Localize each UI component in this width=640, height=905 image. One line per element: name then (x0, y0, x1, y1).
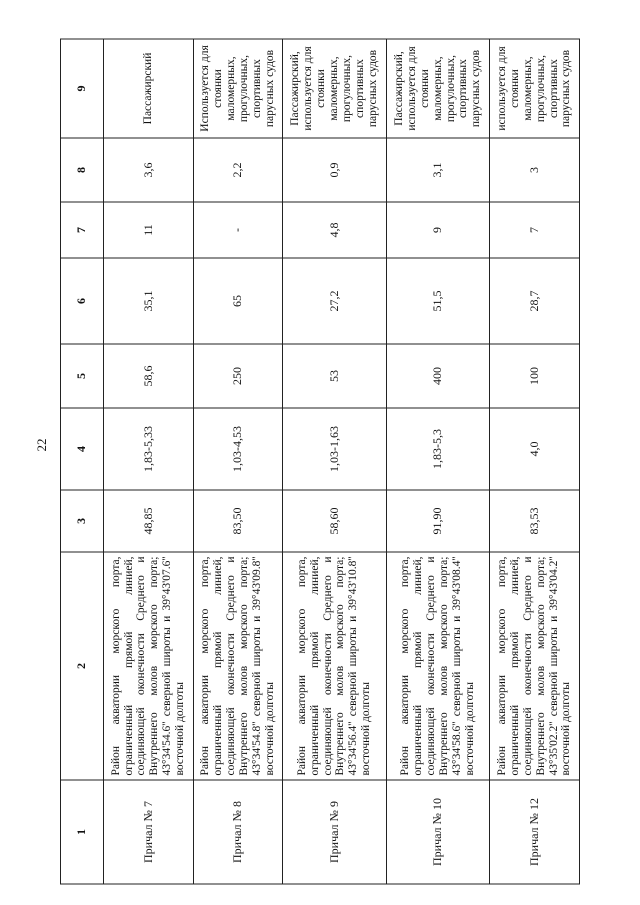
berth-name: Причал № 9 (283, 780, 387, 884)
berth-description: Район акватории морского порта, ограниченный прямой линией, соединяющей оконечности Среднего и Внутреннего молов морского порта; 43°34'54.8'' северной широты и 39°43'09.8'' восточной долготы (193, 552, 283, 780)
cell-col-6: 35,1 (104, 258, 194, 344)
header-cell: 4 (61, 408, 104, 490)
table-row (283, 39, 387, 884)
cell-col-5: 100 (490, 344, 580, 408)
cell-col-7: 9 (386, 202, 490, 258)
cell-col-7: 11 (104, 202, 194, 258)
cell-col-3: 83,53 (490, 490, 580, 552)
header-row (61, 39, 104, 884)
cell-col-4: 1,83-5,33 (104, 408, 194, 490)
cell-col-8: 3,1 (386, 138, 490, 202)
table-row (386, 39, 490, 884)
berth-name: Причал № 8 (193, 780, 283, 884)
cell-col-4: 1,03-4,53 (193, 408, 283, 490)
cell-col-3: 48,85 (104, 490, 194, 552)
berth-table (60, 39, 580, 885)
table-row (104, 39, 194, 884)
berth-description: Район акватории морского порта, ограниченный прямой линией, соединяющей оконечности Среднего и Внутреннего молов морского порта; 43°35'02.2'' северной широты и 39°43'04.2'' восточной долготы (490, 552, 580, 780)
cell-col-8: 3,6 (104, 138, 194, 202)
cell-col-6: 65 (193, 258, 283, 344)
berth-name: Причал № 10 (386, 780, 490, 884)
header-cell: 9 (61, 39, 104, 138)
berth-use: Пассажирский, используется для стоянки маломерных, прогулочных, спортивных парусных судов (283, 39, 387, 138)
page-number: 22 (34, 438, 49, 452)
cell-col-5: 250 (193, 344, 283, 408)
cell-col-3: 91,90 (386, 490, 490, 552)
cell-col-8: 0,9 (283, 138, 387, 202)
header-cell: 7 (61, 202, 104, 258)
header-cell: 1 (61, 780, 104, 884)
berth-description: Район акватории морского порта, ограниченный прямой линией, соединяющей оконечности Среднего и Внутреннего молов морского порта; 43°34'58.6'' северной широты и 39°43'08.4'' восточной долготы (386, 552, 490, 780)
cell-col-6: 27,2 (283, 258, 387, 344)
cell-col-6: 51,5 (386, 258, 490, 344)
berth-use: Используется для стоянки маломерных, прогулочных, спортивных парусных судов (193, 39, 283, 138)
berth-description: Район акватории морского порта, ограниченный прямой линией, соединяющей оконечности Среднего и Внутреннего молов морского порта; 43°34'56.4'' северной широты и 39°43'10.8'' восточной долготы (283, 552, 387, 780)
header-cell: 6 (61, 258, 104, 344)
cell-col-3: 58,60 (283, 490, 387, 552)
header-cell: 3 (61, 490, 104, 552)
header-cell: 8 (61, 138, 104, 202)
berth-name: Причал № 7 (104, 780, 194, 884)
table-row (193, 39, 283, 884)
berth-use: используется для стоянки маломерных, прогулочных, спортивных парусных судов (490, 39, 580, 138)
berth-use: Пассажирский (104, 39, 194, 138)
cell-col-8: 2,2 (193, 138, 283, 202)
cell-col-5: 58,6 (104, 344, 194, 408)
cell-col-7: - (193, 202, 283, 258)
berth-use: Пассажирский, используется для стоянки маломерных, прогулочных, спортивных парусных судов (386, 39, 490, 138)
cell-col-8: 3 (490, 138, 580, 202)
cell-col-3: 83,50 (193, 490, 283, 552)
berth-description: Район акватории морского порта, ограниченный прямой линией, соединяющей оконечности Среднего и Внутреннего молов морского порта; 43°34'54.6'' северной широты и 39°43'07.6'' восточной долготы (104, 552, 194, 780)
berth-name: Причал № 12 (490, 780, 580, 884)
header-cell: 2 (61, 552, 104, 780)
cell-col-4: 4,0 (490, 408, 580, 490)
berth-table-container (60, 40, 580, 885)
cell-col-7: 7 (490, 202, 580, 258)
cell-col-7: 4,8 (283, 202, 387, 258)
cell-col-6: 28,7 (490, 258, 580, 344)
cell-col-5: 53 (283, 344, 387, 408)
cell-col-4: 1,83-5,3 (386, 408, 490, 490)
cell-col-5: 400 (386, 344, 490, 408)
header-cell: 5 (61, 344, 104, 408)
table-row (490, 39, 580, 884)
cell-col-4: 1,03-1,63 (283, 408, 387, 490)
